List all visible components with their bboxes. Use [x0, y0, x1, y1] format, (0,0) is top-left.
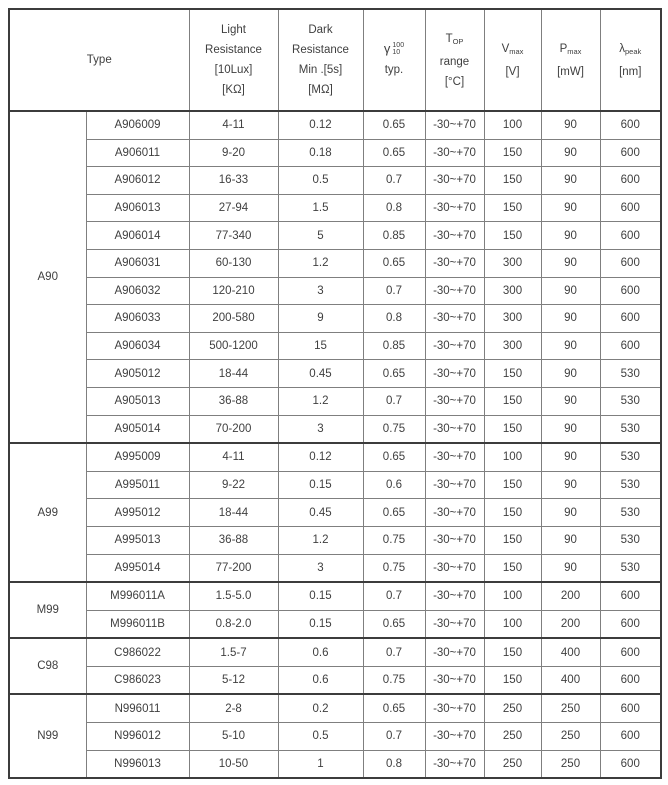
col-header-light-resistance [189, 9, 278, 111]
top-symbol: T [445, 32, 453, 45]
vmax-subscript: max [509, 46, 524, 56]
cell-dark: 5 [278, 222, 363, 250]
cell-lpeak: 600 [600, 694, 661, 722]
cell-lpeak: 600 [600, 277, 661, 305]
cell-part: A995012 [86, 499, 189, 527]
header-row [9, 9, 661, 111]
cell-pmax: 200 [541, 610, 600, 638]
light-resistance-line1: Light [221, 24, 246, 36]
cell-vmax: 150 [484, 554, 541, 582]
cell-pmax: 400 [541, 666, 600, 694]
gamma-symbol-line [364, 40, 425, 60]
cell-pmax: 90 [541, 360, 600, 388]
vmax-unit-label: [V] [505, 65, 520, 78]
cell-light: 18-44 [189, 499, 278, 527]
group-label: M99 [9, 582, 86, 638]
cell-temp: -30~+70 [425, 723, 484, 751]
cell-pmax: 90 [541, 471, 600, 499]
cell-temp: -30~+70 [425, 499, 484, 527]
cell-gamma: 0.7 [363, 277, 425, 305]
cell-dark: 0.6 [278, 638, 363, 666]
cell-light: 36-88 [189, 387, 278, 415]
cell-lpeak: 530 [600, 387, 661, 415]
cell-temp: -30~+70 [425, 750, 484, 778]
cell-dark: 0.6 [278, 666, 363, 694]
cell-temp: -30~+70 [425, 111, 484, 139]
cell-part: A906032 [86, 277, 189, 305]
table-row [9, 582, 661, 610]
cell-lpeak: 600 [600, 750, 661, 778]
group-label: N99 [9, 694, 86, 778]
cell-lpeak: 600 [600, 194, 661, 222]
table-row [9, 277, 661, 305]
vmax-symbol-line [485, 39, 541, 62]
cell-part: A995011 [86, 471, 189, 499]
cell-light: 36-88 [189, 526, 278, 554]
cell-vmax: 300 [484, 305, 541, 333]
cell-temp: -30~+70 [425, 387, 484, 415]
cell-part: A906031 [86, 249, 189, 277]
cell-vmax: 150 [484, 638, 541, 666]
cell-lpeak: 600 [600, 249, 661, 277]
lpeak-subscript: peak [624, 46, 642, 56]
cell-lpeak: 530 [600, 471, 661, 499]
cell-gamma: 0.65 [363, 499, 425, 527]
table-row [9, 305, 661, 333]
cell-part: A906034 [86, 332, 189, 360]
cell-gamma: 0.65 [363, 360, 425, 388]
cell-vmax: 100 [484, 443, 541, 471]
cell-part: A906033 [86, 305, 189, 333]
cell-light: 2-8 [189, 694, 278, 722]
photoresistor-spec-table [8, 8, 662, 779]
cell-part: A995014 [86, 554, 189, 582]
cell-part: N996011 [86, 694, 189, 722]
cell-light: 0.8-2.0 [189, 610, 278, 638]
cell-gamma: 0.65 [363, 443, 425, 471]
cell-light: 1.5-7 [189, 638, 278, 666]
cell-temp: -30~+70 [425, 610, 484, 638]
top-unit-label: [°C] [444, 75, 465, 88]
cell-vmax: 150 [484, 499, 541, 527]
cell-lpeak: 530 [600, 360, 661, 388]
table-row [9, 332, 661, 360]
cell-gamma: 0.65 [363, 610, 425, 638]
cell-light: 18-44 [189, 360, 278, 388]
cell-gamma: 0.75 [363, 415, 425, 443]
cell-vmax: 100 [484, 582, 541, 610]
cell-part: A906012 [86, 167, 189, 195]
table-row [9, 723, 661, 751]
table-row [9, 415, 661, 443]
table-body [9, 111, 661, 778]
cell-part: A995009 [86, 443, 189, 471]
dark-resistance-line2: Resistance [292, 44, 349, 56]
cell-dark: 15 [278, 332, 363, 360]
cell-vmax: 150 [484, 666, 541, 694]
cell-light: 10-50 [189, 750, 278, 778]
cell-temp: -30~+70 [425, 167, 484, 195]
cell-pmax: 90 [541, 111, 600, 139]
table-row [9, 222, 661, 250]
cell-lpeak: 600 [600, 666, 661, 694]
cell-dark: 0.15 [278, 582, 363, 610]
cell-light: 16-33 [189, 167, 278, 195]
cell-dark: 1 [278, 750, 363, 778]
cell-part: A906009 [86, 111, 189, 139]
group-label: A90 [9, 111, 86, 443]
cell-dark: 0.2 [278, 694, 363, 722]
table-row [9, 111, 661, 139]
cell-part: A905012 [86, 360, 189, 388]
cell-gamma: 0.75 [363, 526, 425, 554]
group-label: C98 [9, 638, 86, 694]
cell-gamma: 0.75 [363, 554, 425, 582]
table-row [9, 666, 661, 694]
cell-gamma: 0.8 [363, 194, 425, 222]
cell-pmax: 250 [541, 694, 600, 722]
cell-gamma: 0.65 [363, 139, 425, 167]
cell-gamma: 0.85 [363, 222, 425, 250]
cell-vmax: 150 [484, 387, 541, 415]
col-header-vmax [484, 9, 541, 111]
cell-pmax: 90 [541, 526, 600, 554]
gamma-symbol: γ [383, 41, 391, 56]
cell-pmax: 250 [541, 723, 600, 751]
vmax-symbol: V [501, 42, 510, 55]
cell-lpeak: 600 [600, 638, 661, 666]
cell-light: 4-11 [189, 443, 278, 471]
col-header-top-range [425, 9, 484, 111]
group-label: A99 [9, 443, 86, 582]
cell-temp: -30~+70 [425, 582, 484, 610]
cell-vmax: 100 [484, 610, 541, 638]
cell-dark: 0.12 [278, 111, 363, 139]
cell-pmax: 90 [541, 499, 600, 527]
cell-pmax: 90 [541, 554, 600, 582]
cell-pmax: 90 [541, 305, 600, 333]
cell-light: 1.5-5.0 [189, 582, 278, 610]
cell-gamma: 0.8 [363, 750, 425, 778]
cell-gamma: 0.65 [363, 111, 425, 139]
cell-part: M996011A [86, 582, 189, 610]
cell-gamma: 0.7 [363, 387, 425, 415]
cell-gamma: 0.7 [363, 167, 425, 195]
cell-dark: 0.45 [278, 499, 363, 527]
cell-temp: -30~+70 [425, 554, 484, 582]
cell-light: 77-340 [189, 222, 278, 250]
gamma-ratio [392, 42, 404, 57]
cell-light: 9-20 [189, 139, 278, 167]
cell-temp: -30~+70 [425, 332, 484, 360]
cell-dark: 0.15 [278, 610, 363, 638]
col-header-type [9, 9, 189, 111]
cell-lpeak: 600 [600, 167, 661, 195]
cell-pmax: 90 [541, 222, 600, 250]
cell-light: 500-1200 [189, 332, 278, 360]
gamma-subscript: 10 [392, 49, 401, 56]
cell-vmax: 150 [484, 167, 541, 195]
cell-temp: -30~+70 [425, 194, 484, 222]
cell-temp: -30~+70 [425, 249, 484, 277]
top-range-label: range [439, 55, 470, 68]
lpeak-unit-label: [nm] [619, 65, 642, 78]
table-row [9, 694, 661, 722]
cell-lpeak: 600 [600, 610, 661, 638]
col-header-lambda-peak [600, 9, 661, 111]
cell-lpeak: 600 [600, 139, 661, 167]
cell-dark: 3 [278, 277, 363, 305]
pmax-unit-label: [mW] [557, 65, 584, 78]
cell-lpeak: 600 [600, 723, 661, 751]
cell-part: A906011 [86, 139, 189, 167]
cell-part: C986022 [86, 638, 189, 666]
col-header-dark-resistance [278, 9, 363, 111]
cell-dark: 3 [278, 554, 363, 582]
cell-vmax: 150 [484, 139, 541, 167]
cell-part: A906013 [86, 194, 189, 222]
cell-light: 9-22 [189, 471, 278, 499]
cell-lpeak: 600 [600, 582, 661, 610]
cell-temp: -30~+70 [425, 415, 484, 443]
cell-vmax: 250 [484, 750, 541, 778]
type-header-label: Type [86, 54, 112, 66]
cell-gamma: 0.65 [363, 694, 425, 722]
cell-gamma: 0.7 [363, 582, 425, 610]
lpeak-symbol-line [601, 39, 661, 62]
cell-lpeak: 600 [600, 111, 661, 139]
cell-pmax: 250 [541, 750, 600, 778]
gamma-superscript: 100 [392, 41, 405, 49]
cell-gamma: 0.7 [363, 723, 425, 751]
cell-vmax: 150 [484, 194, 541, 222]
cell-dark: 0.5 [278, 167, 363, 195]
dark-resistance-line4: [MΩ] [308, 84, 333, 96]
cell-vmax: 300 [484, 277, 541, 305]
cell-light: 70-200 [189, 415, 278, 443]
dark-resistance-line1: Dark [308, 24, 333, 36]
cell-lpeak: 530 [600, 415, 661, 443]
cell-dark: 1.5 [278, 194, 363, 222]
col-header-pmax [541, 9, 600, 111]
cell-lpeak: 530 [600, 526, 661, 554]
cell-lpeak: 600 [600, 305, 661, 333]
lpeak-symbol: λ [619, 42, 625, 55]
cell-pmax: 90 [541, 249, 600, 277]
table-row [9, 638, 661, 666]
cell-dark: 0.5 [278, 723, 363, 751]
table-row [9, 443, 661, 471]
cell-lpeak: 530 [600, 443, 661, 471]
cell-light: 77-200 [189, 554, 278, 582]
pmax-subscript: max [567, 46, 582, 56]
cell-part: C986023 [86, 666, 189, 694]
cell-lpeak: 600 [600, 222, 661, 250]
table-row [9, 554, 661, 582]
cell-pmax: 90 [541, 415, 600, 443]
cell-light: 5-10 [189, 723, 278, 751]
table-row [9, 499, 661, 527]
dark-resistance-line3: Min .[5s] [298, 64, 343, 76]
cell-pmax: 400 [541, 638, 600, 666]
cell-vmax: 300 [484, 332, 541, 360]
light-resistance-line4: [KΩ] [222, 84, 245, 96]
cell-vmax: 150 [484, 360, 541, 388]
table-row [9, 750, 661, 778]
cell-dark: 0.15 [278, 471, 363, 499]
table-row [9, 194, 661, 222]
cell-pmax: 90 [541, 139, 600, 167]
cell-vmax: 250 [484, 694, 541, 722]
cell-part: N996012 [86, 723, 189, 751]
table-row [9, 249, 661, 277]
cell-part: M996011B [86, 610, 189, 638]
cell-part: A906014 [86, 222, 189, 250]
table-row [9, 526, 661, 554]
cell-dark: 1.2 [278, 387, 363, 415]
cell-temp: -30~+70 [425, 638, 484, 666]
cell-temp: -30~+70 [425, 222, 484, 250]
light-resistance-line2: Resistance [205, 44, 262, 56]
cell-gamma: 0.7 [363, 638, 425, 666]
pmax-symbol: P [559, 42, 568, 55]
cell-dark: 0.45 [278, 360, 363, 388]
table-row [9, 471, 661, 499]
cell-light: 5-12 [189, 666, 278, 694]
cell-light: 120-210 [189, 277, 278, 305]
cell-pmax: 90 [541, 277, 600, 305]
cell-temp: -30~+70 [425, 694, 484, 722]
cell-vmax: 150 [484, 526, 541, 554]
table-row [9, 360, 661, 388]
cell-temp: -30~+70 [425, 471, 484, 499]
cell-lpeak: 600 [600, 332, 661, 360]
cell-lpeak: 530 [600, 554, 661, 582]
cell-light: 4-11 [189, 111, 278, 139]
cell-gamma: 0.65 [363, 249, 425, 277]
cell-pmax: 90 [541, 194, 600, 222]
cell-pmax: 200 [541, 582, 600, 610]
cell-dark: 1.2 [278, 249, 363, 277]
cell-dark: 3 [278, 415, 363, 443]
cell-pmax: 90 [541, 443, 600, 471]
cell-light: 60-130 [189, 249, 278, 277]
cell-part: A905013 [86, 387, 189, 415]
cell-part: A995013 [86, 526, 189, 554]
cell-lpeak: 530 [600, 499, 661, 527]
cell-pmax: 90 [541, 387, 600, 415]
cell-part: N996013 [86, 750, 189, 778]
cell-temp: -30~+70 [425, 139, 484, 167]
cell-temp: -30~+70 [425, 277, 484, 305]
cell-vmax: 150 [484, 471, 541, 499]
cell-vmax: 300 [484, 249, 541, 277]
cell-gamma: 0.85 [363, 332, 425, 360]
cell-dark: 1.2 [278, 526, 363, 554]
table-row [9, 167, 661, 195]
cell-light: 27-94 [189, 194, 278, 222]
cell-vmax: 150 [484, 415, 541, 443]
cell-gamma: 0.75 [363, 666, 425, 694]
gamma-typ-label: typ. [384, 64, 404, 76]
top-subscript: OP [452, 36, 464, 46]
cell-gamma: 0.6 [363, 471, 425, 499]
cell-light: 200-580 [189, 305, 278, 333]
table-row [9, 610, 661, 638]
cell-part: A905014 [86, 415, 189, 443]
cell-temp: -30~+70 [425, 666, 484, 694]
table-row [9, 139, 661, 167]
pmax-symbol-line [542, 39, 600, 62]
light-resistance-line3: [10Lux] [214, 64, 253, 76]
top-symbol-line [426, 29, 484, 52]
cell-temp: -30~+70 [425, 526, 484, 554]
cell-temp: -30~+70 [425, 305, 484, 333]
cell-temp: -30~+70 [425, 360, 484, 388]
cell-dark: 0.12 [278, 443, 363, 471]
cell-temp: -30~+70 [425, 443, 484, 471]
cell-vmax: 150 [484, 222, 541, 250]
cell-vmax: 100 [484, 111, 541, 139]
cell-dark: 0.18 [278, 139, 363, 167]
cell-pmax: 90 [541, 332, 600, 360]
table-row [9, 387, 661, 415]
cell-pmax: 90 [541, 167, 600, 195]
cell-dark: 9 [278, 305, 363, 333]
cell-gamma: 0.8 [363, 305, 425, 333]
col-header-gamma [363, 9, 425, 111]
cell-vmax: 250 [484, 723, 541, 751]
